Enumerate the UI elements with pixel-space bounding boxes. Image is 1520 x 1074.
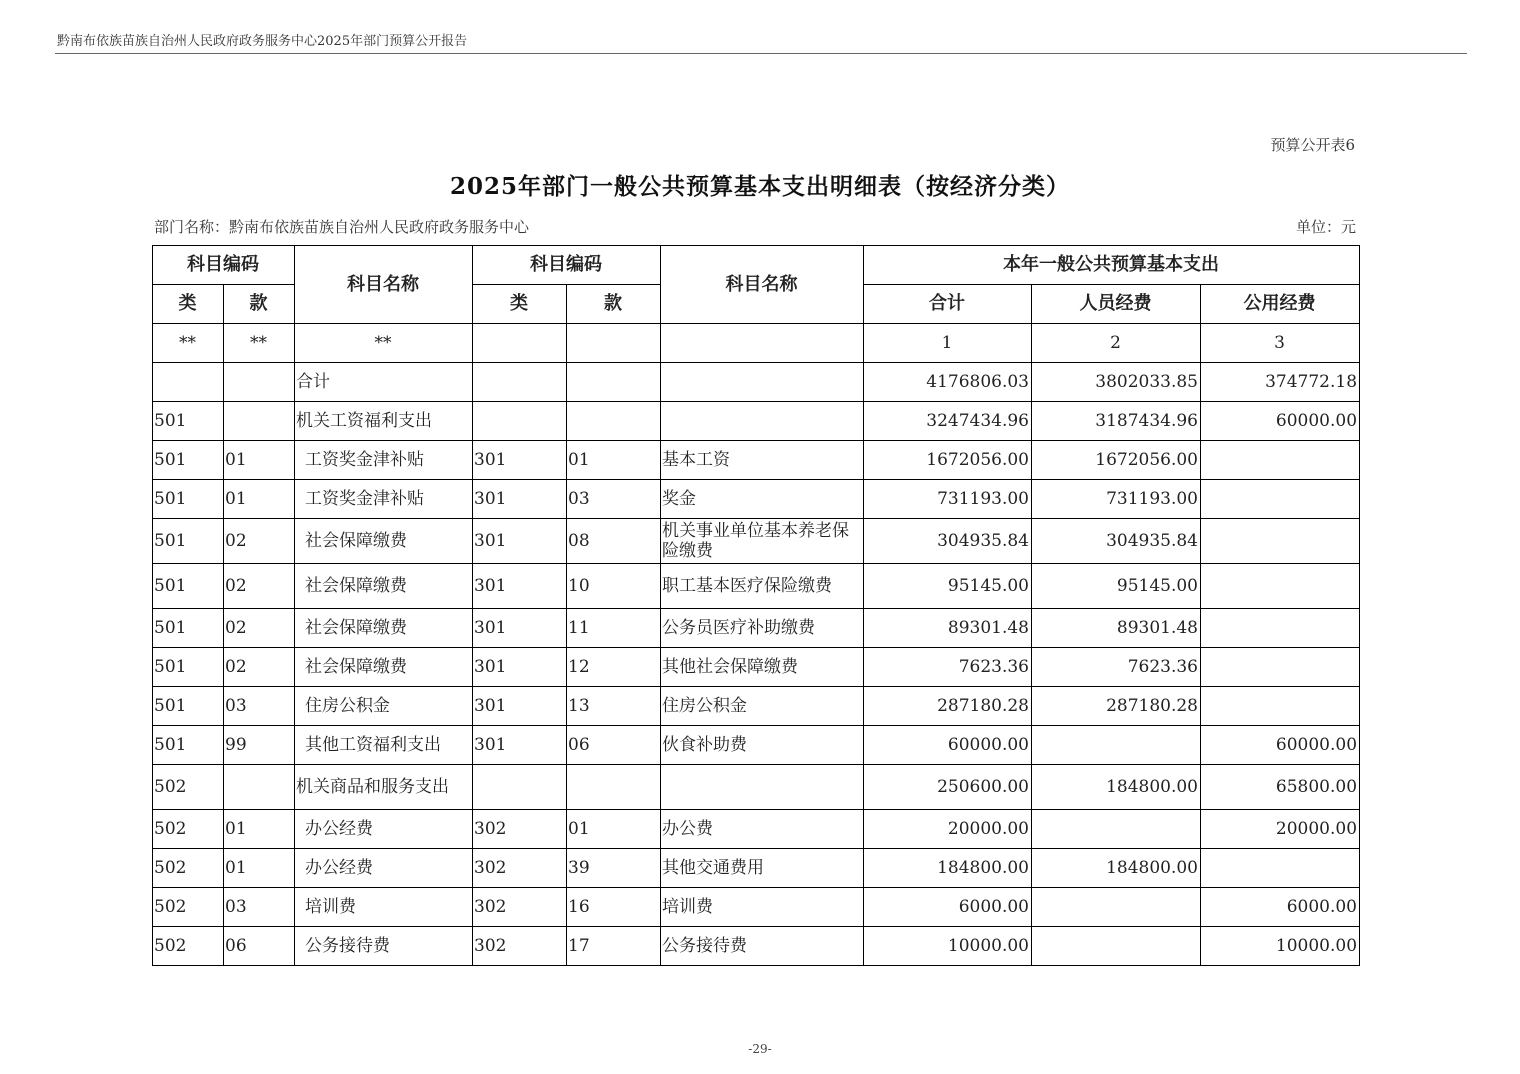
cell-econ-name: 住房公积金 bbox=[661, 687, 864, 726]
cell-name: 办公经费 bbox=[295, 810, 473, 849]
cell-econ-category: 302 bbox=[473, 810, 567, 849]
table-row bbox=[153, 765, 1360, 810]
cell-section: 01 bbox=[224, 441, 295, 480]
cell-total: 4176806.03 bbox=[864, 363, 1032, 402]
cell-name: 住房公积金 bbox=[295, 687, 473, 726]
cell-public bbox=[1201, 687, 1360, 726]
cell-section: 01 bbox=[224, 810, 295, 849]
cell-econ-section: 08 bbox=[567, 519, 661, 564]
cell-econ-section: 16 bbox=[567, 888, 661, 927]
cell-category: 502 bbox=[153, 849, 224, 888]
table-row bbox=[153, 927, 1360, 966]
cell-econ-section: 01 bbox=[567, 441, 661, 480]
index-cell: 3 bbox=[1201, 324, 1360, 363]
cell-section: 01 bbox=[224, 849, 295, 888]
cell-econ-category bbox=[473, 363, 567, 402]
cell-personnel bbox=[1032, 927, 1201, 966]
index-cell: 1 bbox=[864, 324, 1032, 363]
cell-econ-name: 培训费 bbox=[661, 888, 864, 927]
table-row bbox=[153, 888, 1360, 927]
cell-econ-section: 39 bbox=[567, 849, 661, 888]
cell-personnel: 184800.00 bbox=[1032, 765, 1201, 810]
cell-public bbox=[1201, 441, 1360, 480]
cell-name: 工资奖金津补贴 bbox=[295, 441, 473, 480]
cell-econ-section: 17 bbox=[567, 927, 661, 966]
cell-total: 731193.00 bbox=[864, 480, 1032, 519]
cell-econ-category: 302 bbox=[473, 927, 567, 966]
cell-section bbox=[224, 363, 295, 402]
cell-personnel: 1672056.00 bbox=[1032, 441, 1201, 480]
cell-total: 20000.00 bbox=[864, 810, 1032, 849]
header-code-left: 科目编码 bbox=[153, 246, 295, 285]
cell-section: 02 bbox=[224, 519, 295, 564]
header-public: 公用经费 bbox=[1201, 285, 1360, 324]
header-code-right: 科目编码 bbox=[473, 246, 661, 285]
cell-econ-section: 12 bbox=[567, 648, 661, 687]
header-category-left: 类 bbox=[153, 285, 224, 324]
cell-econ-category: 301 bbox=[473, 480, 567, 519]
cell-name: 社会保障缴费 bbox=[295, 648, 473, 687]
cell-public: 6000.00 bbox=[1201, 888, 1360, 927]
cell-total: 10000.00 bbox=[864, 927, 1032, 966]
cell-category: 501 bbox=[153, 519, 224, 564]
header-name-left: 科目名称 bbox=[295, 246, 473, 324]
cell-econ-name: 公务员医疗补助缴费 bbox=[661, 609, 864, 648]
cell-econ-category: 302 bbox=[473, 849, 567, 888]
cell-econ-section bbox=[567, 765, 661, 810]
table-row bbox=[153, 849, 1360, 888]
cell-econ-section: 03 bbox=[567, 480, 661, 519]
cell-public bbox=[1201, 648, 1360, 687]
cell-section: 99 bbox=[224, 726, 295, 765]
cell-section: 01 bbox=[224, 480, 295, 519]
unit-label: 单位：元 bbox=[1295, 218, 1356, 236]
cell-section bbox=[224, 402, 295, 441]
cell-total: 250600.00 bbox=[864, 765, 1032, 810]
cell-section bbox=[224, 765, 295, 810]
cell-total: 95145.00 bbox=[864, 564, 1032, 609]
cell-public: 60000.00 bbox=[1201, 402, 1360, 441]
cell-econ-name: 公务接待费 bbox=[661, 927, 864, 966]
cell-personnel: 3802033.85 bbox=[1032, 363, 1201, 402]
cell-econ-category: 301 bbox=[473, 609, 567, 648]
cell-econ-name: 机关事业单位基本养老保险缴费 bbox=[661, 519, 864, 564]
cell-econ-name bbox=[661, 363, 864, 402]
cell-econ-category bbox=[473, 402, 567, 441]
cell-category: 502 bbox=[153, 765, 224, 810]
cell-name: 社会保障缴费 bbox=[295, 609, 473, 648]
cell-section: 03 bbox=[224, 687, 295, 726]
budget-table bbox=[152, 245, 1360, 966]
cell-econ-category: 301 bbox=[473, 519, 567, 564]
cell-total: 1672056.00 bbox=[864, 441, 1032, 480]
table-row bbox=[153, 480, 1360, 519]
header-expense-group: 本年一般公共预算基本支出 bbox=[864, 246, 1360, 285]
cell-econ-section: 10 bbox=[567, 564, 661, 609]
index-row bbox=[153, 324, 1360, 363]
cell-econ-category bbox=[473, 765, 567, 810]
cell-public: 60000.00 bbox=[1201, 726, 1360, 765]
page-number: -29- bbox=[748, 1042, 772, 1056]
header-row-1 bbox=[153, 246, 1360, 285]
cell-section: 02 bbox=[224, 648, 295, 687]
cell-personnel: 89301.48 bbox=[1032, 609, 1201, 648]
header-section-left: 款 bbox=[224, 285, 295, 324]
cell-name: 办公经费 bbox=[295, 849, 473, 888]
cell-public bbox=[1201, 609, 1360, 648]
cell-name: 机关工资福利支出 bbox=[295, 402, 473, 441]
cell-personnel bbox=[1032, 726, 1201, 765]
page-title: 2025年部门一般公共预算基本支出明细表（按经济分类） bbox=[449, 173, 1070, 200]
cell-total: 3247434.96 bbox=[864, 402, 1032, 441]
table-row bbox=[153, 441, 1360, 480]
cell-personnel bbox=[1032, 810, 1201, 849]
cell-public bbox=[1201, 519, 1360, 564]
cell-econ-section: 01 bbox=[567, 810, 661, 849]
header-rule bbox=[55, 53, 1467, 54]
index-cell bbox=[567, 324, 661, 363]
table-row bbox=[153, 810, 1360, 849]
cell-name: 社会保障缴费 bbox=[295, 564, 473, 609]
cell-personnel: 184800.00 bbox=[1032, 849, 1201, 888]
index-cell: ** bbox=[224, 324, 295, 363]
cell-personnel: 7623.36 bbox=[1032, 648, 1201, 687]
table-row bbox=[153, 564, 1360, 609]
cell-econ-category: 302 bbox=[473, 888, 567, 927]
cell-econ-category: 301 bbox=[473, 687, 567, 726]
cell-name: 合计 bbox=[295, 363, 473, 402]
table-row bbox=[153, 687, 1360, 726]
cell-public: 20000.00 bbox=[1201, 810, 1360, 849]
cell-econ-section bbox=[567, 402, 661, 441]
cell-personnel bbox=[1032, 888, 1201, 927]
table-row bbox=[153, 519, 1360, 564]
cell-total: 304935.84 bbox=[864, 519, 1032, 564]
cell-econ-category: 301 bbox=[473, 648, 567, 687]
cell-econ-name: 其他交通费用 bbox=[661, 849, 864, 888]
cell-category: 502 bbox=[153, 810, 224, 849]
cell-econ-category: 301 bbox=[473, 564, 567, 609]
cell-category: 501 bbox=[153, 441, 224, 480]
cell-category: 501 bbox=[153, 564, 224, 609]
cell-total: 60000.00 bbox=[864, 726, 1032, 765]
cell-name: 工资奖金津补贴 bbox=[295, 480, 473, 519]
department-label: 部门名称：黔南布依族苗族自治州人民政府政务服务中心 bbox=[154, 218, 530, 236]
cell-personnel: 3187434.96 bbox=[1032, 402, 1201, 441]
table-number: 预算公开表6 bbox=[1270, 136, 1355, 154]
cell-section: 06 bbox=[224, 927, 295, 966]
table-row bbox=[153, 726, 1360, 765]
cell-total: 7623.36 bbox=[864, 648, 1032, 687]
cell-personnel: 304935.84 bbox=[1032, 519, 1201, 564]
cell-econ-section: 11 bbox=[567, 609, 661, 648]
cell-econ-category: 301 bbox=[473, 441, 567, 480]
index-cell: 2 bbox=[1032, 324, 1201, 363]
cell-total: 287180.28 bbox=[864, 687, 1032, 726]
cell-category: 501 bbox=[153, 687, 224, 726]
cell-public: 374772.18 bbox=[1201, 363, 1360, 402]
header-name-right: 科目名称 bbox=[661, 246, 864, 324]
cell-total: 89301.48 bbox=[864, 609, 1032, 648]
cell-personnel: 731193.00 bbox=[1032, 480, 1201, 519]
header-category-right: 类 bbox=[473, 285, 567, 324]
cell-public bbox=[1201, 564, 1360, 609]
cell-econ-name: 职工基本医疗保险缴费 bbox=[661, 564, 864, 609]
cell-econ-name: 办公费 bbox=[661, 810, 864, 849]
cell-name: 社会保障缴费 bbox=[295, 519, 473, 564]
cell-category: 502 bbox=[153, 888, 224, 927]
cell-personnel: 95145.00 bbox=[1032, 564, 1201, 609]
cell-econ-name: 基本工资 bbox=[661, 441, 864, 480]
cell-total: 184800.00 bbox=[864, 849, 1032, 888]
header-section-right: 款 bbox=[567, 285, 661, 324]
cell-public bbox=[1201, 480, 1360, 519]
cell-public: 65800.00 bbox=[1201, 765, 1360, 810]
cell-name: 其他工资福利支出 bbox=[295, 726, 473, 765]
cell-personnel: 287180.28 bbox=[1032, 687, 1201, 726]
cell-section: 02 bbox=[224, 564, 295, 609]
table-row bbox=[153, 363, 1360, 402]
index-cell: ** bbox=[295, 324, 473, 363]
table-row bbox=[153, 609, 1360, 648]
cell-name: 公务接待费 bbox=[295, 927, 473, 966]
header-total: 合计 bbox=[864, 285, 1032, 324]
cell-section: 02 bbox=[224, 609, 295, 648]
cell-category bbox=[153, 363, 224, 402]
cell-total: 6000.00 bbox=[864, 888, 1032, 927]
cell-econ-category: 301 bbox=[473, 726, 567, 765]
cell-econ-name bbox=[661, 402, 864, 441]
cell-category: 501 bbox=[153, 480, 224, 519]
cell-public: 10000.00 bbox=[1201, 927, 1360, 966]
cell-category: 501 bbox=[153, 609, 224, 648]
cell-econ-section: 13 bbox=[567, 687, 661, 726]
cell-section: 03 bbox=[224, 888, 295, 927]
index-cell bbox=[473, 324, 567, 363]
cell-econ-name: 奖金 bbox=[661, 480, 864, 519]
cell-category: 501 bbox=[153, 402, 224, 441]
table-row bbox=[153, 402, 1360, 441]
index-cell bbox=[661, 324, 864, 363]
table-row bbox=[153, 648, 1360, 687]
header-personnel: 人员经费 bbox=[1032, 285, 1201, 324]
cell-public bbox=[1201, 849, 1360, 888]
cell-econ-name: 其他社会保障缴费 bbox=[661, 648, 864, 687]
cell-category: 501 bbox=[153, 726, 224, 765]
cell-name: 培训费 bbox=[295, 888, 473, 927]
cell-category: 501 bbox=[153, 648, 224, 687]
index-cell: ** bbox=[153, 324, 224, 363]
cell-name: 机关商品和服务支出 bbox=[295, 765, 473, 810]
cell-econ-name: 伙食补助费 bbox=[661, 726, 864, 765]
running-header: 黔南布依族苗族自治州人民政府政务服务中心2025年部门预算公开报告 bbox=[57, 34, 468, 49]
cell-econ-section: 06 bbox=[567, 726, 661, 765]
cell-econ-name bbox=[661, 765, 864, 810]
cell-category: 502 bbox=[153, 927, 224, 966]
cell-econ-section bbox=[567, 363, 661, 402]
